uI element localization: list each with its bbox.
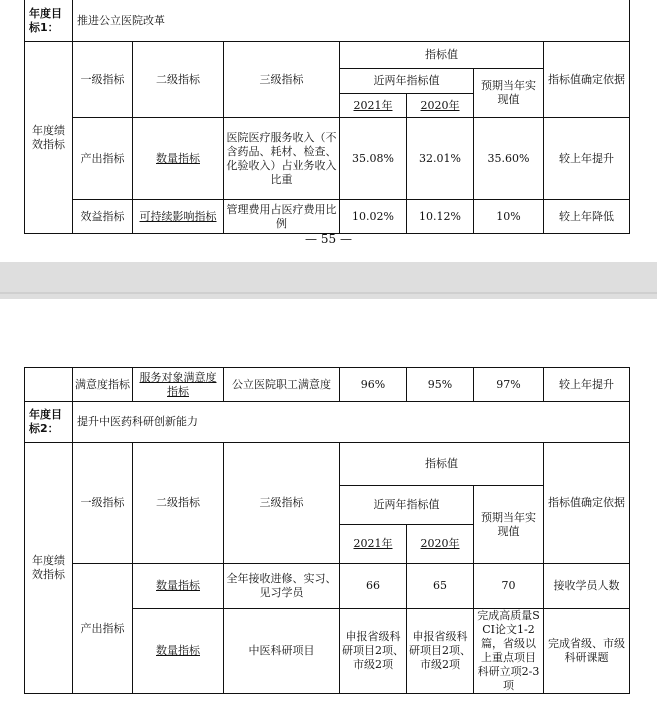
- page-divider: [0, 292, 657, 294]
- row1-2020: 32.01%: [407, 118, 474, 200]
- page-number: — 55 —: [305, 232, 352, 246]
- row2a-basis: 接收学员人数: [544, 564, 630, 609]
- row2-expected: 10%: [474, 200, 544, 234]
- carry-level3: 公立医院职工满意度: [224, 368, 340, 402]
- header-year-2020: 2020年: [407, 94, 474, 118]
- performance-table-goal2: [24, 367, 630, 694]
- header-basis: 指标值确定依据: [544, 42, 630, 118]
- header-level2: 二级指标: [133, 42, 224, 118]
- row2-2021: 10.02%: [340, 200, 407, 234]
- row1-expected: 35.60%: [474, 118, 544, 200]
- row2-level3: 管理费用占医疗费用比例: [224, 200, 340, 234]
- carry-level1: 满意度指标: [73, 368, 133, 402]
- row2b-level3: 中医科研项目: [224, 609, 340, 694]
- row2a-level1: 产出指标: [73, 564, 133, 694]
- page-55: [0, 0, 657, 262]
- row2-level2: 可持续影响指标: [133, 200, 224, 234]
- header-level1: 一级指标: [73, 42, 133, 118]
- perf-indicator-label: 年度绩效指标: [25, 42, 73, 234]
- goal1-label: 年度目标1：: [25, 0, 73, 42]
- performance-table-goal1: [24, 0, 630, 234]
- header-level3: 三级指标: [224, 42, 340, 118]
- carry-basis: 较上年提升: [544, 368, 630, 402]
- row2b-2020: 申报省级科研项目2项、市级2项: [407, 609, 474, 694]
- row2-2020: 10.12%: [407, 200, 474, 234]
- perf-indicator-label-2: 年度绩效指标: [25, 443, 73, 694]
- row2a-2020: 65: [407, 564, 474, 609]
- row1-2021: 35.08%: [340, 118, 407, 200]
- header2-expected: 预期当年实现值: [474, 486, 544, 564]
- row1-level1: 产出指标: [73, 118, 133, 200]
- row1-basis: 较上年提升: [544, 118, 630, 200]
- row2b-level2: 数量指标: [133, 609, 224, 694]
- carry-2020: 95%: [407, 368, 474, 402]
- row2b-expected: 完成高质量SCI论文1-2篇，省级以上重点项目科研立项2-3项: [474, 609, 544, 694]
- header-expected: 预期当年实现值: [474, 69, 544, 118]
- header-year-2021: 2021年: [340, 94, 407, 118]
- row2-basis: 较上年降低: [544, 200, 630, 234]
- row1-level2: 数量指标: [133, 118, 224, 200]
- row2b-basis: 完成省级、市级科研课题: [544, 609, 630, 694]
- row2-level1: 效益指标: [73, 200, 133, 234]
- header-recent-two-years: 近两年指标值: [340, 69, 474, 94]
- carry-expected: 97%: [474, 368, 544, 402]
- header2-year-2020: 2020年: [407, 525, 474, 564]
- page-56: [0, 299, 657, 701]
- header2-recent-two-years: 近两年指标值: [340, 486, 474, 525]
- header2-indicator-value: 指标值: [340, 443, 544, 486]
- header2-basis: 指标值确定依据: [544, 443, 630, 564]
- header2-level2: 二级指标: [133, 443, 224, 564]
- header2-level1: 一级指标: [73, 443, 133, 564]
- goal2-label: 年度目标2：: [25, 402, 73, 443]
- carry-empty: [25, 368, 73, 402]
- goal2-text: 提升中医药科研创新能力: [73, 402, 630, 443]
- goal1-text: 推进公立医院改革: [73, 0, 630, 42]
- header2-year-2021: 2021年: [340, 525, 407, 564]
- row2a-expected: 70: [474, 564, 544, 609]
- row2a-level3: 全年接收进修、实习、见习学员: [224, 564, 340, 609]
- carry-level2: 服务对象满意度指标: [133, 368, 224, 402]
- header2-level3: 三级指标: [224, 443, 340, 564]
- row1-level3: 医院医疗服务收入（不含药品、耗材、检查、化验收入）占业务收入比重: [224, 118, 340, 200]
- carry-2021: 96%: [340, 368, 407, 402]
- header-indicator-value: 指标值: [340, 42, 544, 69]
- row2a-level2: 数量指标: [133, 564, 224, 609]
- row2b-2021: 申报省级科研项目2项、市级2项: [340, 609, 407, 694]
- row2a-2021: 66: [340, 564, 407, 609]
